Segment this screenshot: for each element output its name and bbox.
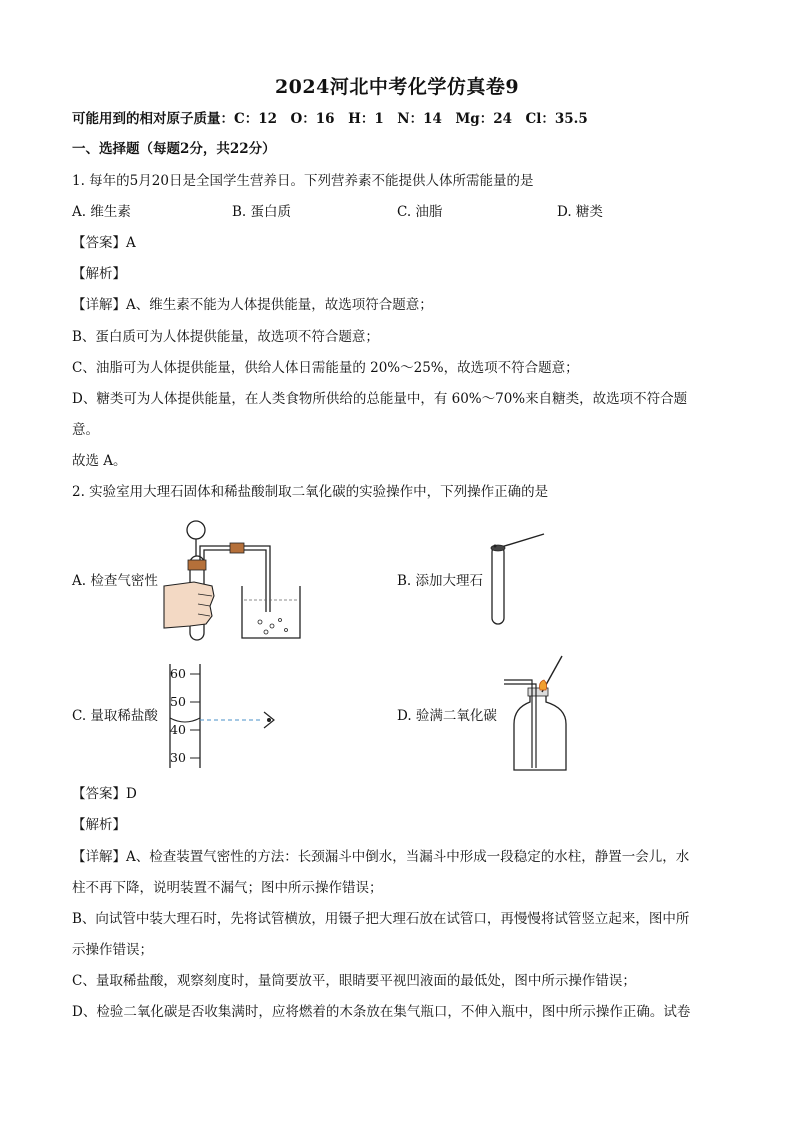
q1-option-c: C. 油脂 bbox=[397, 204, 443, 220]
gas-bottle-diagram bbox=[500, 654, 580, 776]
tick-label: 60 bbox=[170, 666, 186, 681]
airtightness-check-diagram bbox=[160, 516, 310, 646]
q2-analysis-label: 【解析】 bbox=[72, 817, 126, 833]
q2-explain-line: 【详解】A、检查装置气密性的方法：长颈漏斗中倒水，当漏斗中形成一段稳定的水柱，静置一会儿，水 bbox=[72, 849, 690, 865]
q1-explain-line: D、糖类可为人体提供能量，在人类食物所供给的总能量中，有 60%～70%来自糖类，故选项不符合题 bbox=[72, 391, 688, 407]
q2-explain-line: C、量取稀盐酸，观察刻度时，量筒要放平，眼睛要平视凹液面的最低处，图中所示操作错误； bbox=[72, 973, 636, 989]
q1-explain-line: B、蛋白质可为人体提供能量，故选项不符合题意； bbox=[72, 329, 379, 345]
q2-explain-line: 示操作错误； bbox=[72, 942, 153, 958]
q2-answer: 【答案】D bbox=[72, 786, 137, 802]
q2-explain-line: D、检验二氧化碳是否收集满时，应将燃着的木条放在集气瓶口，不伸入瓶中，图中所示操作正确。试卷 bbox=[72, 1004, 691, 1020]
q1-explain-line: 【详解】A、维生素不能为人体提供能量，故选项符合题意； bbox=[72, 297, 433, 313]
q1-explain-line: 意。 bbox=[72, 422, 99, 438]
q1-explain-line: C、油脂可为人体提供能量，供给人体日需能量的 20%～25%，故选项不符合题意； bbox=[72, 360, 579, 376]
q1-option-b: B. 蛋白质 bbox=[232, 204, 292, 220]
page-title: 2024河北中考化学仿真卷9 bbox=[274, 76, 520, 98]
q2-option-c: C. 量取稀盐酸 bbox=[72, 708, 158, 724]
q1-stem: 1. 每年的5月20日是全国学生营养日。下列营养素不能提供人体所需能量的是 bbox=[72, 173, 534, 189]
q2-explain-line: B、向试管中装大理石时，先将试管横放，用镊子把大理石放在试管口，再慢慢将试管竖立起来，图中所 bbox=[72, 911, 690, 927]
add-marble-diagram bbox=[486, 528, 556, 628]
section-heading: 一、选择题（每题2分，共22分） bbox=[72, 141, 276, 157]
tick-label: 50 bbox=[170, 694, 186, 709]
q2-option-a: A. 检查气密性 bbox=[72, 573, 158, 589]
q1-option-a: A. 维生素 bbox=[72, 204, 131, 220]
q1-analysis-label: 【解析】 bbox=[72, 266, 126, 282]
q2-stem: 2. 实验室用大理石固体和稀盐酸制取二氧化碳的实验操作中，下列操作正确的是 bbox=[72, 484, 549, 500]
q1-option-d: D. 糖类 bbox=[557, 204, 603, 220]
q1-explain-line: 故选 A。 bbox=[72, 453, 127, 469]
q1-answer: 【答案】A bbox=[72, 235, 136, 251]
q2-option-b: B. 添加大理石 bbox=[397, 573, 484, 589]
tick-label: 30 bbox=[170, 750, 186, 765]
tick-label: 40 bbox=[170, 722, 186, 737]
q2-option-d: D. 验满二氧化碳 bbox=[397, 708, 497, 724]
atomic-masses-line: 可能用到的相对原子质量：C：12 O：16 H：1 N：14 Mg：24 Cl：35.5 bbox=[72, 111, 588, 127]
q2-explain-line: 柱不再下降，说明装置不漏气；图中所示操作错误； bbox=[72, 880, 383, 896]
